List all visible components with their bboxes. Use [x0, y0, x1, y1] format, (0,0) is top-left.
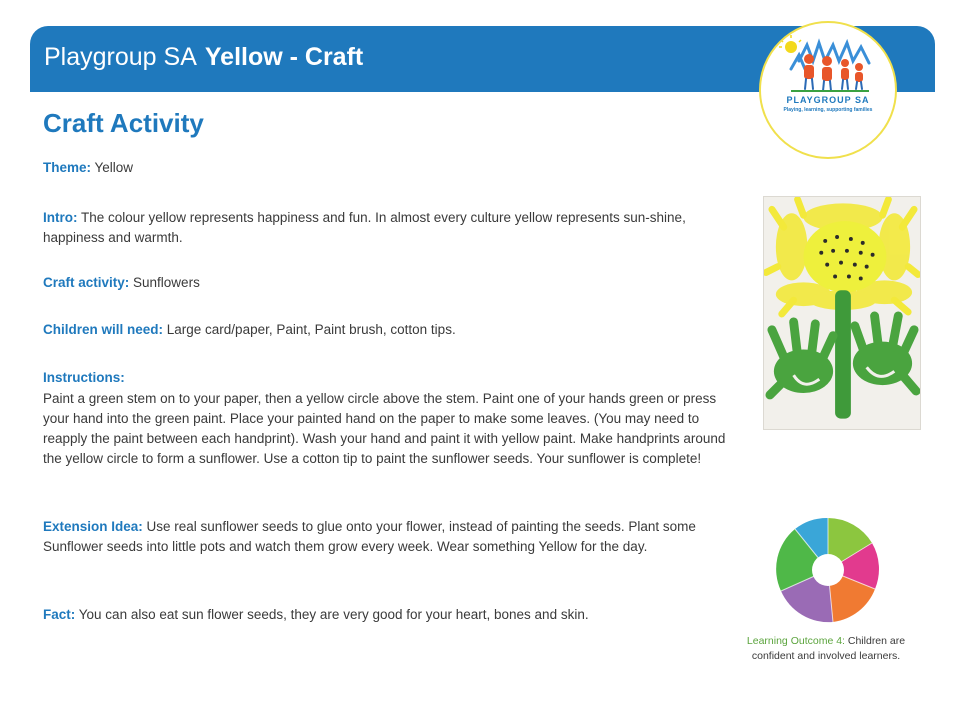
logo-tagline: Playing, learning, supporting families [783, 107, 873, 113]
family-figures-icon [761, 23, 895, 157]
theme-label: Theme: [43, 160, 92, 175]
extension-paragraph [43, 517, 733, 557]
materials-paragraph [43, 320, 733, 340]
instructions-text: Paint a green stem on to your paper, then a yellow circle above the stem. Paint one of your hands green or press your hand into the green paint. Place your painted hand on the paper to make some leaves. (You may need to reapply the paint between each handprint). Wash your hand and paint it with yellow paint. Make handprints around the yellow circle to form a sunflower. Use a cotton tip to paint the sunflower seeds. Your sunflower is complete! [43, 391, 726, 466]
extension-text: Use real sunflower seeds to glue onto your flower, instead of painting the seeds. Plant some Sunflower seeds into little pots and watch them grow every week. Wear something Yellow for the day. [43, 519, 696, 554]
outcome-caption-label: Learning Outcome 4: [746, 635, 845, 647]
sunflower-handprint-icon [764, 197, 920, 429]
fact-paragraph [43, 605, 733, 625]
logo-name: PLAYGROUP SA [786, 95, 870, 105]
learning-outcomes-wheel-icon [773, 515, 883, 625]
craft-text: Sunflowers [129, 275, 200, 290]
intro-paragraph [43, 208, 733, 248]
header-org: Playgroup SA [44, 43, 197, 71]
intro-text: The colour yellow represents happiness and fun. In almost every culture yellow represents sun-shine, happiness and warmth. [43, 210, 686, 245]
page-heading: Craft Activity [43, 108, 204, 138]
outcome-caption [736, 634, 916, 664]
instructions-label: Instructions: [43, 370, 125, 385]
theme-text: Yellow [91, 160, 134, 175]
outcome-caption-text: Children are confident and involved learners. [751, 635, 906, 662]
craft-label: Craft activity: [43, 275, 130, 290]
header-topic: Yellow - Craft [204, 43, 364, 71]
extension-label: Extension Idea: [43, 519, 143, 534]
materials-label: Children will need: [43, 322, 164, 337]
instructions-heading [43, 368, 733, 388]
materials-text: Large card/paper, Paint, Paint brush, cotton tips. [163, 322, 456, 337]
fact-label: Fact: [43, 607, 76, 622]
sunflower-craft-photo [763, 196, 921, 430]
craft-paragraph [43, 273, 733, 293]
page-header-title [44, 43, 363, 72]
intro-label: Intro: [43, 210, 78, 225]
theme-paragraph [43, 158, 733, 178]
playgroup-logo [759, 21, 897, 159]
fact-text: You can also eat sun flower seeds, they are very good for your heart, bones and skin. [75, 607, 589, 622]
